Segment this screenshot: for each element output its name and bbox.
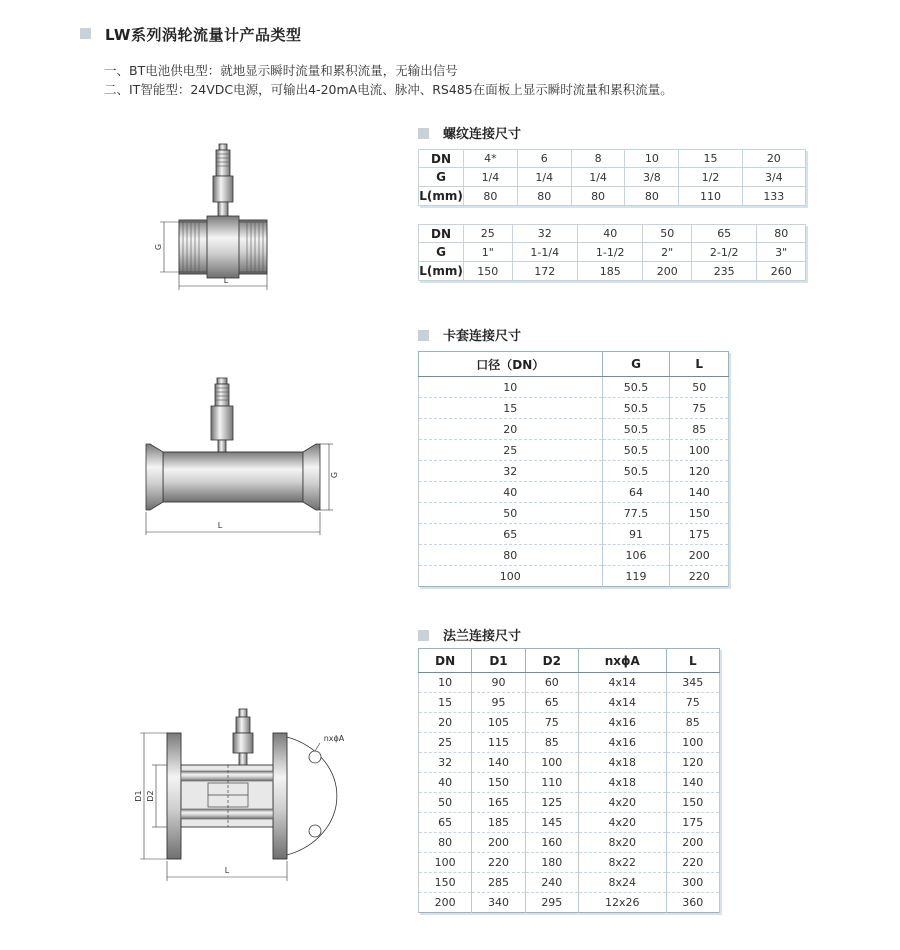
table-row bbox=[419, 753, 720, 773]
table-row bbox=[419, 187, 806, 206]
table-cell: 25 bbox=[419, 733, 472, 753]
table-cell: 4x18 bbox=[578, 753, 666, 773]
flange-section-title: 法兰连接尺寸 bbox=[418, 625, 521, 644]
row-label: DN bbox=[419, 150, 464, 168]
table-cell: 40 bbox=[577, 225, 642, 243]
flange-table bbox=[418, 648, 720, 913]
table-cell: 77.5 bbox=[602, 503, 670, 524]
flange-d2-label: D2 bbox=[146, 790, 155, 802]
table-cell: 50.5 bbox=[602, 440, 670, 461]
table-row bbox=[419, 773, 720, 793]
table-cell: 100 bbox=[419, 566, 603, 587]
table-cell: 64 bbox=[602, 482, 670, 503]
table-cell: 1-1/2 bbox=[577, 243, 642, 262]
row-label: L(mm) bbox=[419, 187, 464, 206]
table-cell: 1-1/4 bbox=[512, 243, 577, 262]
table-cell: 50.5 bbox=[602, 419, 670, 440]
table-cell: 65 bbox=[691, 225, 756, 243]
table-cell: 20 bbox=[419, 713, 472, 733]
intro-line-2: 二、IT智能型：24VDC电源，可输出4-20mA电流、脉冲、RS485在面板上显示瞬时流量和累积流量。 bbox=[104, 82, 673, 97]
table-cell: 240 bbox=[525, 873, 578, 893]
table-cell: 175 bbox=[666, 813, 719, 833]
row-label: G bbox=[419, 168, 464, 187]
table-cell: 32 bbox=[419, 461, 603, 482]
table-row bbox=[419, 673, 720, 693]
table-cell: 1/4 bbox=[464, 168, 518, 187]
table-cell: 140 bbox=[472, 753, 525, 773]
table-cell: 10 bbox=[419, 377, 603, 398]
bullet-square-icon bbox=[80, 28, 91, 39]
table-row bbox=[419, 243, 806, 262]
table-cell: 110 bbox=[525, 773, 578, 793]
table-cell: 200 bbox=[670, 545, 729, 566]
table-cell: 40 bbox=[419, 773, 472, 793]
table-cell: 32 bbox=[419, 753, 472, 773]
table-cell: 150 bbox=[472, 773, 525, 793]
thread-flowmeter-drawing bbox=[140, 130, 310, 295]
table-cell: 60 bbox=[525, 673, 578, 693]
thread-table-1 bbox=[418, 149, 806, 206]
row-label: G bbox=[419, 243, 464, 262]
table-cell: 3/8 bbox=[625, 168, 679, 187]
table-cell: 4* bbox=[464, 150, 518, 168]
table-cell: 4x20 bbox=[578, 793, 666, 813]
table-cell: 165 bbox=[472, 793, 525, 813]
table-cell: 20 bbox=[419, 419, 603, 440]
table-cell: 6 bbox=[517, 150, 571, 168]
table-cell: 100 bbox=[666, 733, 719, 753]
column-header: D1 bbox=[472, 649, 525, 673]
table-cell: 75 bbox=[525, 713, 578, 733]
table-cell: 2" bbox=[643, 243, 692, 262]
table-cell: 25 bbox=[464, 225, 513, 243]
column-header: DN bbox=[419, 649, 472, 673]
flange-flowmeter-drawing bbox=[130, 705, 360, 885]
table-cell: 95 bbox=[472, 693, 525, 713]
row-label: DN bbox=[419, 225, 464, 243]
table-cell: 120 bbox=[670, 461, 729, 482]
table-cell: 50 bbox=[419, 793, 472, 813]
table-row bbox=[419, 693, 720, 713]
table-row bbox=[419, 168, 806, 187]
table-cell: 65 bbox=[525, 693, 578, 713]
table-cell: 40 bbox=[419, 482, 603, 503]
page-title bbox=[80, 24, 301, 45]
table-cell: 220 bbox=[472, 853, 525, 873]
table-cell: 200 bbox=[472, 833, 525, 853]
table-cell: 140 bbox=[666, 773, 719, 793]
table-row bbox=[419, 833, 720, 853]
bullet-square-icon bbox=[418, 330, 429, 341]
column-header: nxϕA bbox=[578, 649, 666, 673]
table-cell: 160 bbox=[525, 833, 578, 853]
table-cell: 1" bbox=[464, 243, 513, 262]
table-cell: 85 bbox=[525, 733, 578, 753]
table-cell: 3/4 bbox=[742, 168, 805, 187]
table-cell: 100 bbox=[670, 440, 729, 461]
table-cell: 150 bbox=[666, 793, 719, 813]
table-cell: 4x14 bbox=[578, 673, 666, 693]
table-cell: 119 bbox=[602, 566, 670, 587]
clamp-table bbox=[418, 351, 729, 587]
table-cell: 106 bbox=[602, 545, 670, 566]
table-row bbox=[419, 893, 720, 913]
table-row bbox=[419, 524, 729, 545]
thread-g-label: G bbox=[154, 243, 163, 251]
table-row bbox=[419, 733, 720, 753]
table-cell: 150 bbox=[464, 262, 513, 281]
table-cell: 4x18 bbox=[578, 773, 666, 793]
table-cell: 150 bbox=[419, 873, 472, 893]
table-cell: 8x22 bbox=[578, 853, 666, 873]
table-cell: 15 bbox=[679, 150, 742, 168]
table-row bbox=[419, 482, 729, 503]
bullet-square-icon bbox=[418, 128, 429, 139]
table-cell: 10 bbox=[625, 150, 679, 168]
table-cell: 4x14 bbox=[578, 693, 666, 713]
table-row bbox=[419, 150, 806, 168]
table-cell: 150 bbox=[670, 503, 729, 524]
table-cell: 200 bbox=[666, 833, 719, 853]
table-cell: 80 bbox=[419, 545, 603, 566]
table-cell: 2-1/2 bbox=[691, 243, 756, 262]
flange-d1-label: D1 bbox=[134, 790, 143, 802]
table-cell: 50.5 bbox=[602, 398, 670, 419]
column-header: D2 bbox=[525, 649, 578, 673]
table-cell: 8 bbox=[571, 150, 625, 168]
table-row bbox=[419, 262, 806, 281]
table-cell: 50 bbox=[419, 503, 603, 524]
table-cell: 85 bbox=[670, 419, 729, 440]
table-row bbox=[419, 377, 729, 398]
table-cell: 80 bbox=[419, 833, 472, 853]
table-cell: 80 bbox=[625, 187, 679, 206]
column-header: L bbox=[670, 352, 729, 377]
table-row bbox=[419, 545, 729, 566]
table-cell: 65 bbox=[419, 524, 603, 545]
table-cell: 90 bbox=[472, 673, 525, 693]
table-row bbox=[419, 566, 729, 587]
table-cell: 125 bbox=[525, 793, 578, 813]
table-row bbox=[419, 503, 729, 524]
table-cell: 25 bbox=[419, 440, 603, 461]
table-cell: 260 bbox=[757, 262, 806, 281]
table-cell: 295 bbox=[525, 893, 578, 913]
table-cell: 220 bbox=[670, 566, 729, 587]
table-cell: 8x20 bbox=[578, 833, 666, 853]
table-cell: 180 bbox=[525, 853, 578, 873]
table-row bbox=[419, 440, 729, 461]
table-row bbox=[419, 461, 729, 482]
thread-l-label: L bbox=[223, 276, 229, 285]
table-row bbox=[419, 813, 720, 833]
table-cell: 50 bbox=[643, 225, 692, 243]
table-cell: 80 bbox=[517, 187, 571, 206]
table-cell: 140 bbox=[670, 482, 729, 503]
table-cell: 80 bbox=[757, 225, 806, 243]
column-header: L bbox=[666, 649, 719, 673]
table-cell: 4x20 bbox=[578, 813, 666, 833]
table-cell: 145 bbox=[525, 813, 578, 833]
table-cell: 1/4 bbox=[571, 168, 625, 187]
table-row bbox=[419, 853, 720, 873]
table-cell: 15 bbox=[419, 398, 603, 419]
table-cell: 50 bbox=[670, 377, 729, 398]
table-cell: 10 bbox=[419, 673, 472, 693]
clamp-flowmeter-drawing bbox=[138, 370, 343, 535]
table-cell: 80 bbox=[571, 187, 625, 206]
table-cell: 115 bbox=[472, 733, 525, 753]
table-cell: 235 bbox=[691, 262, 756, 281]
table-cell: 15 bbox=[419, 693, 472, 713]
table-cell: 8x24 bbox=[578, 873, 666, 893]
table-cell: 100 bbox=[525, 753, 578, 773]
table-cell: 50.5 bbox=[602, 461, 670, 482]
table-cell: 175 bbox=[670, 524, 729, 545]
table-row bbox=[419, 419, 729, 440]
table-cell: 133 bbox=[742, 187, 805, 206]
table-cell: 4x16 bbox=[578, 733, 666, 753]
table-cell: 12x26 bbox=[578, 893, 666, 913]
table-row bbox=[419, 225, 806, 243]
table-cell: 3" bbox=[757, 243, 806, 262]
table-cell: 340 bbox=[472, 893, 525, 913]
table-cell: 110 bbox=[679, 187, 742, 206]
table-row bbox=[419, 398, 729, 419]
table-cell: 20 bbox=[742, 150, 805, 168]
table-cell: 91 bbox=[602, 524, 670, 545]
table-cell: 4x16 bbox=[578, 713, 666, 733]
table-cell: 360 bbox=[666, 893, 719, 913]
flange-l-label: L bbox=[224, 866, 230, 875]
table-cell: 105 bbox=[472, 713, 525, 733]
column-header: 口径（DN） bbox=[419, 352, 603, 377]
table-cell: 300 bbox=[666, 873, 719, 893]
bullet-square-icon bbox=[418, 630, 429, 641]
table-cell: 172 bbox=[512, 262, 577, 281]
table-cell: 75 bbox=[666, 693, 719, 713]
table-cell: 65 bbox=[419, 813, 472, 833]
table-cell: 200 bbox=[419, 893, 472, 913]
page-title-text: LW系列涡轮流量计产品类型 bbox=[105, 26, 302, 44]
table-cell: 185 bbox=[472, 813, 525, 833]
table-cell: 50.5 bbox=[602, 377, 670, 398]
flange-holes-label: nxϕA bbox=[323, 734, 345, 743]
thread-section-title: 螺纹连接尺寸 bbox=[418, 123, 521, 142]
table-row bbox=[419, 793, 720, 813]
clamp-section-title: 卡套连接尺寸 bbox=[418, 325, 521, 344]
table-cell: 1/2 bbox=[679, 168, 742, 187]
clamp-l-label: L bbox=[217, 521, 223, 530]
table-row bbox=[419, 873, 720, 893]
thread-table-2 bbox=[418, 224, 806, 281]
table-cell: 200 bbox=[643, 262, 692, 281]
column-header: G bbox=[602, 352, 670, 377]
intro-line-1: 一、BT电池供电型：就地显示瞬时流量和累积流量，无输出信号 bbox=[104, 63, 458, 78]
clamp-g-label: G bbox=[330, 471, 339, 479]
table-cell: 32 bbox=[512, 225, 577, 243]
table-cell: 220 bbox=[666, 853, 719, 873]
table-cell: 185 bbox=[577, 262, 642, 281]
table-cell: 85 bbox=[666, 713, 719, 733]
table-cell: 345 bbox=[666, 673, 719, 693]
row-label: L(mm) bbox=[419, 262, 464, 281]
table-row bbox=[419, 713, 720, 733]
table-cell: 80 bbox=[464, 187, 518, 206]
table-cell: 1/4 bbox=[517, 168, 571, 187]
table-cell: 100 bbox=[419, 853, 472, 873]
table-cell: 285 bbox=[472, 873, 525, 893]
table-cell: 75 bbox=[670, 398, 729, 419]
table-cell: 120 bbox=[666, 753, 719, 773]
